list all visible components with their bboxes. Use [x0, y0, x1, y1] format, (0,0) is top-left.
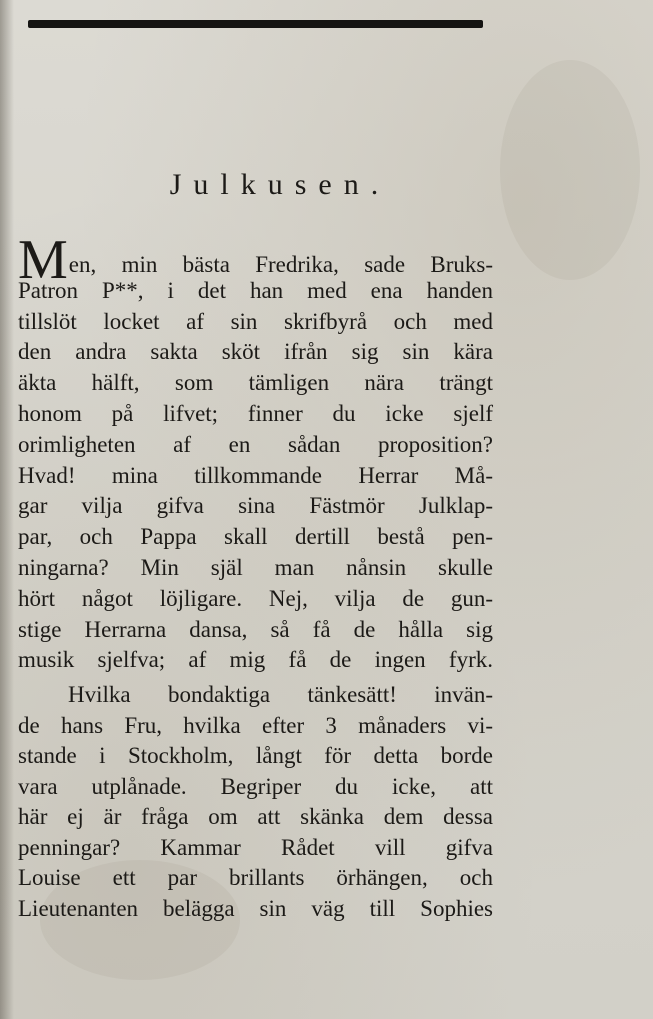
paragraph-2 [18, 680, 493, 924]
text-line: vara utplånade. Begriper du icke, att [18, 773, 493, 799]
page-gutter-shadow [0, 0, 14, 1019]
chapter-title: Julkusen. [169, 168, 391, 201]
text-line: ningarna? Min själ man nånsin skulle [18, 554, 493, 580]
text-line: par, och Pappa skall dertill bestå pen- [18, 524, 493, 550]
text-line: Patron P**, i det han med ena handen [18, 277, 493, 303]
text-line: penningar? Kammar Rådet vill gifva [18, 834, 493, 860]
text-line: Hvad! mina tillkommande Herrar Må- [18, 462, 493, 488]
text-line: hört något löjligare. Nej, vilja de gun- [18, 585, 493, 611]
text-line: tillslöt locket af sin skrifbyrå och med [18, 308, 493, 334]
text-line: honom på lifvet; finner du icke sjelf [18, 400, 493, 426]
text-line: orimligheten af en sådan proposition? [18, 431, 493, 457]
text-line: Men, min bästa Fredrika, sade Bruks- [18, 229, 493, 291]
text-line: här ej är fråga om att skänka dem dessa [18, 804, 493, 829]
text-line: standе i Stockholm, långt för detta borde [18, 743, 493, 768]
text-line: gar vilja gifva sina Fästmör Julklap- [18, 493, 493, 519]
text-line: den andra sakta sköt ifrån sig sin kära [18, 339, 493, 365]
text-line: Hvilka bondaktiga tänkesätt! invän- [68, 682, 493, 707]
paragraph-1 [18, 229, 493, 676]
header-rule [28, 20, 483, 28]
text-line: äkta hälft, som tämligen nära trängt [18, 370, 493, 396]
text-line: de hans Fru, hvilka efter 3 månaders vi- [18, 712, 493, 738]
text-line: stige Herrarna dansa, så få de hålla sig [18, 616, 493, 642]
drop-cap: M [18, 229, 68, 291]
text-line: Lieutenanten belägga sin väg till Sophies [18, 895, 493, 921]
text-line: Louise ett par brillants örhängen, och [18, 865, 493, 890]
text-line: musik sjelfva; af mig få de ingen fyrk. [18, 647, 493, 673]
